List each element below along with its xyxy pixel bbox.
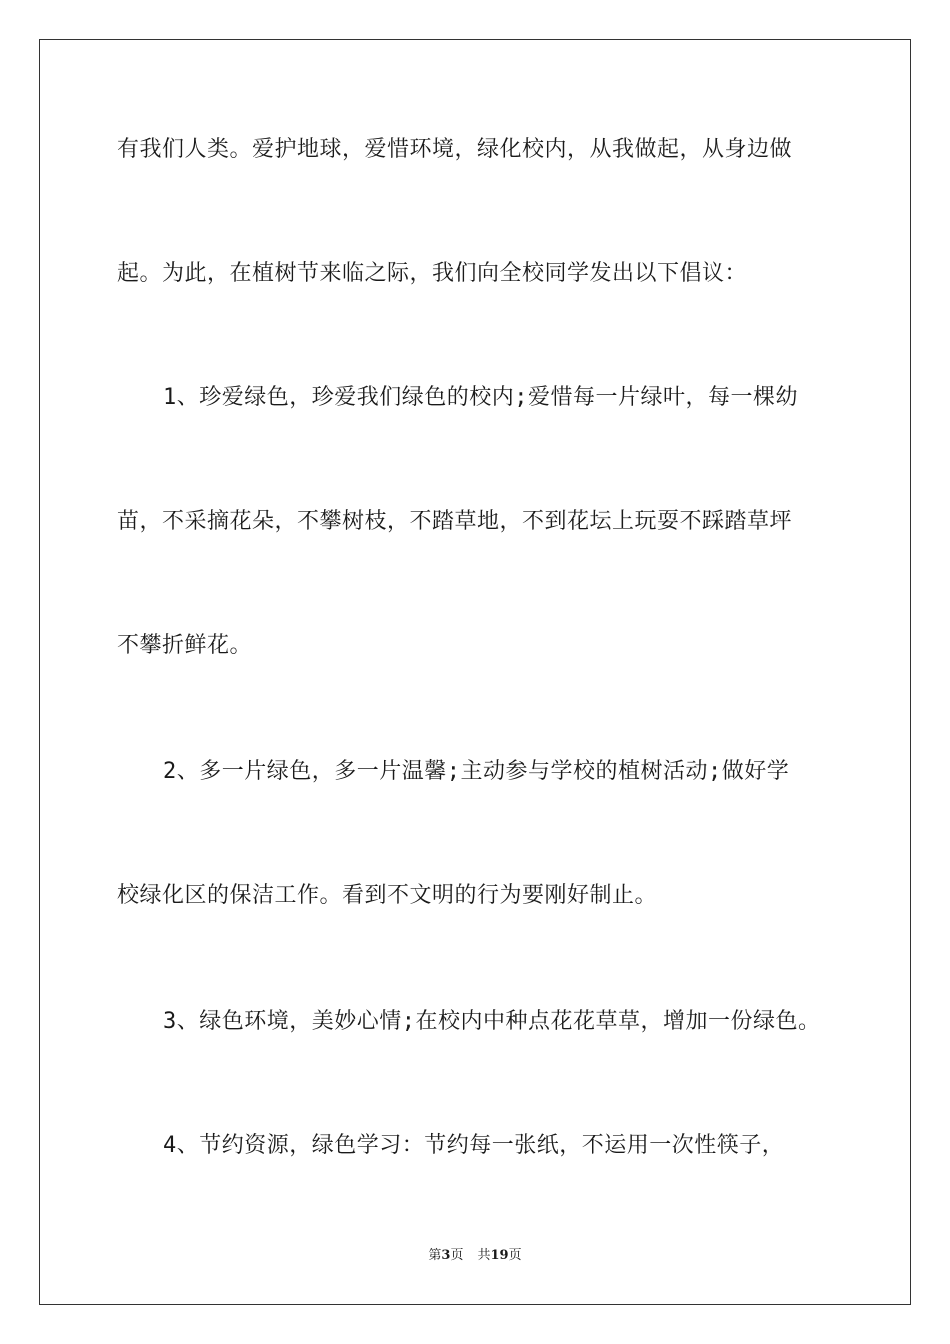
body-line-3: 1、珍爱绿色，珍爱我们绿色的校内;爱惜每一片绿叶，每一棵幼 [163,385,798,410]
body-line-7: 校绿化区的保洁工作。看到不文明的行为要刚好制止。 [117,883,658,908]
footer-total-prefix: 共 [477,1248,491,1263]
footer-total-pages: 19 [490,1248,509,1263]
body-line-4: 苗，不采摘花朵，不攀树枝，不踏草地，不到花坛上玩耍不踩踏草坪 [117,509,793,534]
body-line-6: 2、多一片绿色，多一片温馨;主动参与学校的植树活动;做好学 [163,759,790,784]
footer-total-suffix: 页 [508,1248,522,1263]
footer-page-number: 3 [441,1248,451,1263]
body-line-2: 起。为此，在植树节来临之际，我们向全校同学发出以下倡议： [117,261,748,286]
body-line-9: 4、节约资源，绿色学习：节约每一张纸，不运用一次性筷子， [163,1133,785,1158]
footer-page-suffix: 页 [450,1248,464,1263]
body-line-5: 不攀折鲜花。 [117,633,253,658]
body-line-8: 3、绿色环境，美妙心情;在校内中种点花花草草，增加一份绿色。 [163,1009,821,1034]
page-frame [39,39,911,1305]
body-line-1: 有我们人类。爱护地球，爱惜环境，绿化校内，从我做起，从身边做 [117,137,793,162]
page-footer [0,1248,950,1264]
footer-page-prefix: 第 [428,1248,442,1263]
